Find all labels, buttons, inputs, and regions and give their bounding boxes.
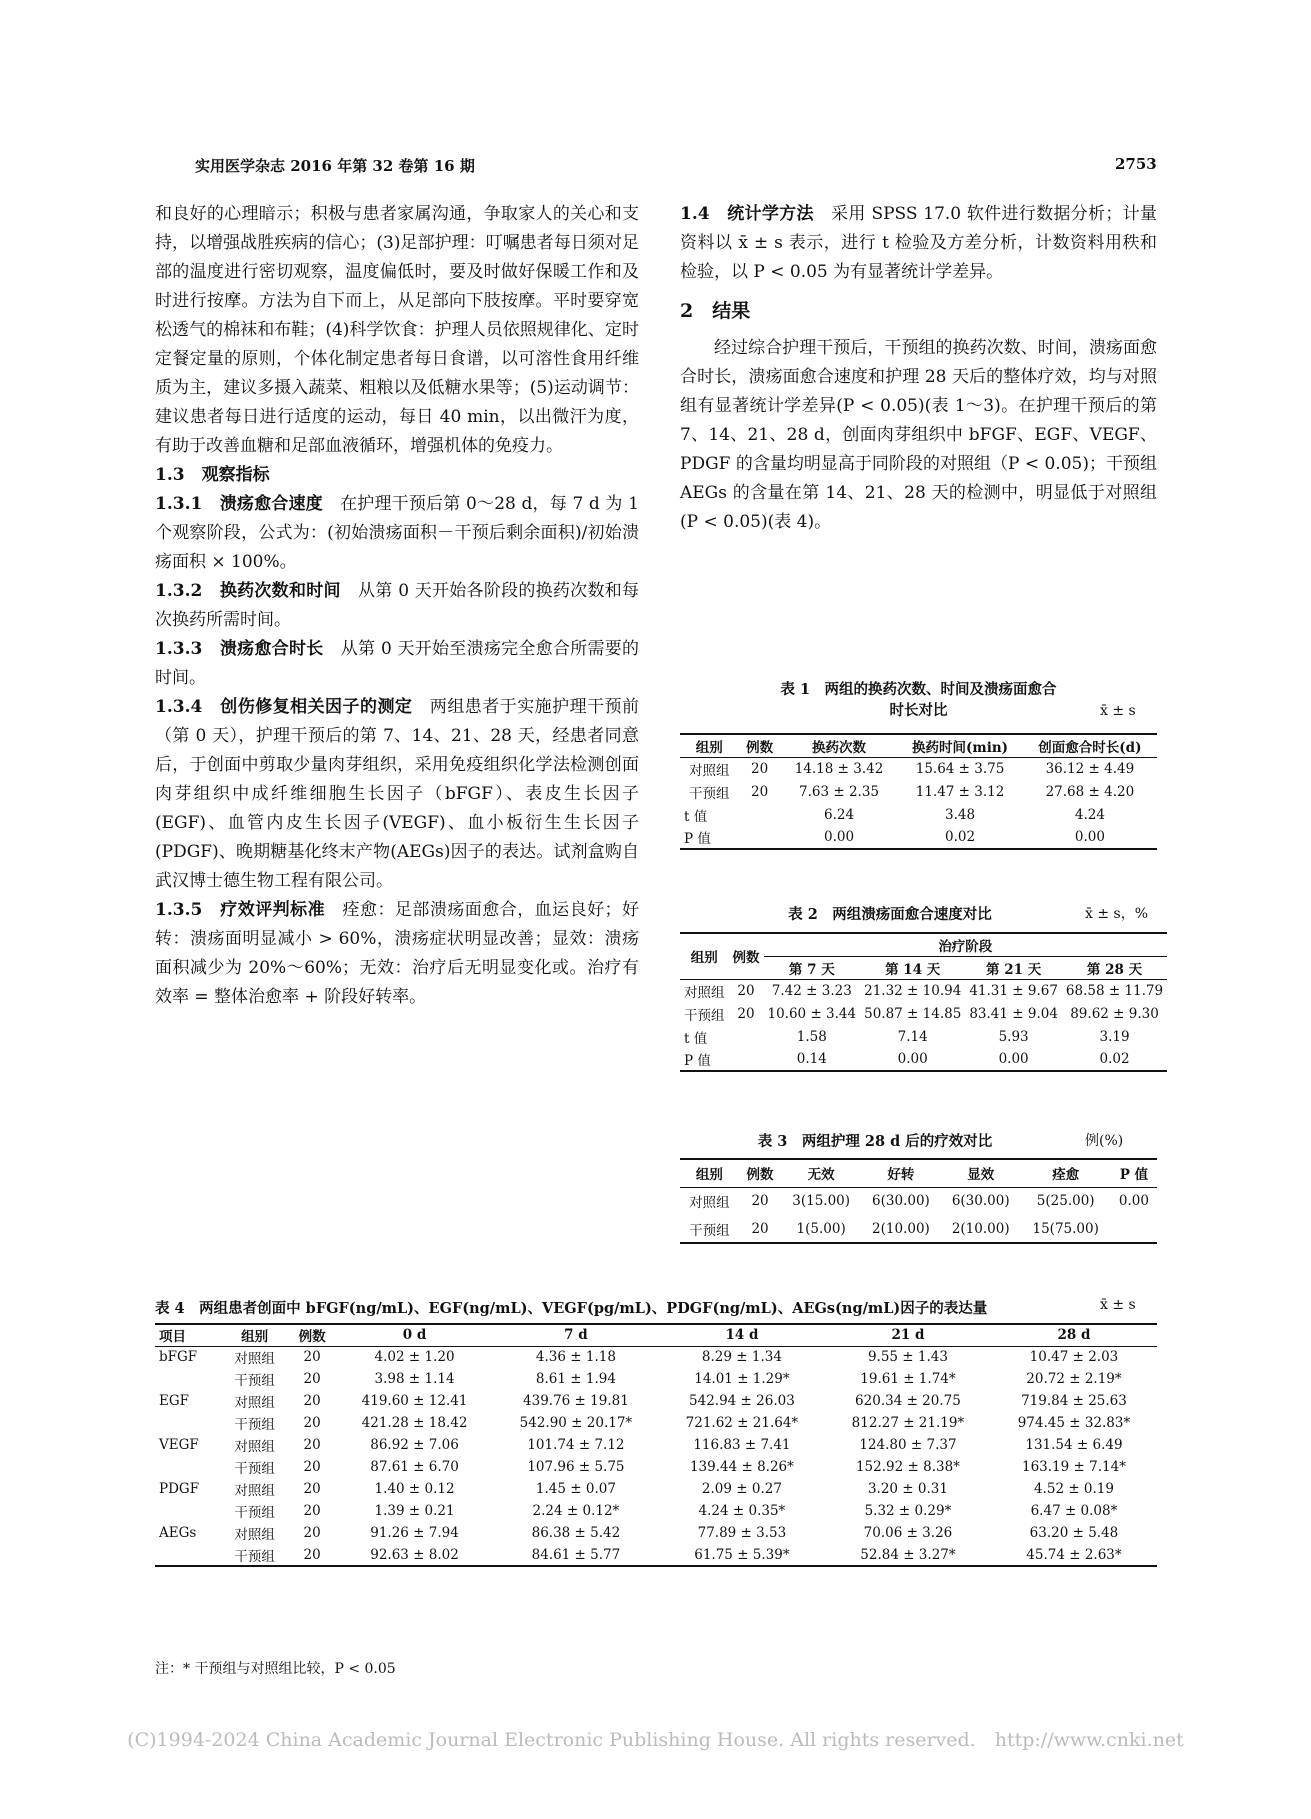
table1-cell: 4.24 [1074, 806, 1105, 823]
table4-cell: 干预组 [234, 1417, 275, 1433]
table1-cell: 15.64 ± 3.75 [915, 760, 1005, 777]
table4-cell: bFGF [159, 1349, 198, 1366]
table1-caption-line1: 表 1 两组的换药次数、时间及溃疡面愈合 [780, 681, 1057, 698]
table4-cell: 20 [303, 1393, 321, 1409]
right_column-section-heading: 2 结果 [680, 300, 751, 322]
table4-cell: 对照组 [234, 1395, 275, 1411]
table2-header-row [680, 933, 1167, 956]
table3-cell: 6(30.00) [872, 1193, 930, 1210]
table4-cell: 107.96 ± 5.75 [527, 1459, 625, 1475]
table4-cell: 4.24 ± 0.35* [698, 1503, 786, 1519]
table4-cell: 974.45 ± 32.83* [1017, 1415, 1131, 1431]
table3-cell: 2(10.00) [861, 1215, 941, 1243]
right_column-paragraph: 经过综合护理干预后，干预组的换药次数、时间，溃疡面愈合时长，溃疡面愈合速度和护理 28 天后的整体疗效，均与对照组有显著统计学差异(P < 0.05)(表 1～3)。在护理干预后的第 7、14、21、28 d，创面肉芽组织中 bFGF、EGF、VEGF、PDGF 的含量均明显高于同阶段的对照组（P < 0.05)；干预组 AEGs 的含量在第 14、21、28 天的检测中，明显低于对照组(P < 0.05)(表 4)。 [680, 338, 1157, 532]
table3-cell: 对照组 [689, 1195, 730, 1212]
table4-cell: 对照组 [234, 1351, 275, 1368]
table4-cell: 45.74 ± 2.63* [991, 1544, 1157, 1566]
table4-cell: 620.34 ± 20.75 [855, 1393, 961, 1409]
table4-cell: 4.52 ± 0.19 [1033, 1481, 1114, 1497]
table4-cell: 对照组 [234, 1439, 275, 1455]
table1-cell: P 值 [680, 826, 739, 849]
table4-row [155, 1522, 1157, 1544]
table4-cell: 5.32 ± 0.29* [864, 1503, 952, 1519]
table4-cell [155, 1368, 221, 1390]
table4-cell: 91.26 ± 7.94 [370, 1525, 459, 1541]
left_column-paragraph-text: 痊愈：足部溃疡面愈合，血运良好；好转：溃疡面明显减小 > 60%，溃疡症状明显改善；显效：溃疡面积减少为 20%～60%；无效：治疗后无明显变化或。治疗有效率 = 整体治愈率 + 阶段好转率。 [155, 900, 639, 1007]
left-column [155, 200, 639, 1012]
table4-cell: 77.89 ± 3.53 [697, 1525, 787, 1541]
table4-cell: 20 [303, 1415, 321, 1431]
table4-cell: 20 [303, 1503, 321, 1519]
table1-caption [680, 678, 1157, 720]
table4-cell: 721.62 ± 21.64* [685, 1415, 799, 1431]
table4-row [155, 1544, 1157, 1566]
table2-cell: 21.32 ± 10.94 [864, 982, 962, 999]
table1-cell: 对照组 [689, 762, 730, 779]
table4-cell: 139.44 ± 8.26* [689, 1459, 794, 1475]
table4-cell: 19.61 ± 1.74* [860, 1371, 956, 1387]
table2-cell: 7.14 [897, 1028, 928, 1045]
table3-cell: 20 [751, 1193, 769, 1210]
left_column-paragraph [155, 577, 639, 635]
table1-cell: 6.24 [823, 806, 855, 823]
table4-cell: VEGF [159, 1437, 199, 1453]
table2-cell: 89.62 ± 9.30 [1070, 1005, 1159, 1022]
table2-header-cell: 第 14 天 [860, 956, 965, 979]
table1-row [680, 780, 1157, 803]
left_column-subheading: 1.3.1 溃疡愈合速度 [155, 494, 323, 514]
table4-cell: 152.92 ± 8.38* [855, 1459, 960, 1475]
right-column [680, 200, 1157, 537]
table4-cell: 87.61 ± 6.70 [370, 1459, 459, 1475]
table4-cell [155, 1456, 221, 1478]
table4-cell: 20 [303, 1437, 321, 1453]
table4-cell: 124.80 ± 7.37 [859, 1437, 957, 1453]
table4-header-cell: 例数 [288, 1324, 336, 1346]
table4-header-cell: 项目 [155, 1324, 221, 1346]
table4-cell: 20 [288, 1544, 336, 1566]
left_column-subheading: 1.3.2 换药次数和时间 [155, 581, 341, 601]
left_column-paragraph [155, 896, 639, 1012]
table4-cell: AEGs [159, 1525, 197, 1541]
table4-cell: 对照组 [234, 1483, 275, 1499]
table4-cell: 3.20 ± 0.31 [867, 1481, 948, 1497]
table4-cell: 干预组 [221, 1544, 288, 1566]
table3-row [680, 1215, 1157, 1243]
right_column-paragraph-text: 采用 SPSS 17.0 软件进行数据分析；计量资料以 x̄ ± s 表示，进行 t 检验及方差分析，计数资料用秩和检验，以 P < 0.05 为有显著统计学差异。 [680, 204, 1158, 282]
table4-header-cell: 28 d [991, 1324, 1157, 1346]
table4-cell: 101.74 ± 7.12 [527, 1437, 625, 1453]
table3-header-cell: 好转 [861, 1159, 941, 1187]
table4-row [155, 1478, 1157, 1500]
left_column-paragraph-text: 和良好的心理暗示；积极与患者家属沟通，争取家人的关心和支持，以增强战胜疾病的信心；(3)足部护理：叮嘱患者每日须对足部的温度进行密切观察，温度偏低时，要及时做好保暖工作和及时进行按摩。方法为自下而上，从足部向下肢按摩。平时要穿宽松透气的棉袜和布鞋；(4)科学饮食：护理人员依照规律化、定时定餐定量的原则，个体化制定患者每日食谱，以可溶性食用纤维质为主，建议多摄入蔬菜、粗粮以及低糖水果等；(5)运动调节：建议患者每日进行适度的运动，每日 40 min，以出微汗为度，有助于改善血糖和足部血液循环，增强机体的免疫力。 [155, 204, 639, 456]
table3-row [680, 1187, 1157, 1215]
table4-cell: 86.38 ± 5.42 [531, 1525, 621, 1541]
table4-note: 注：* 干预组与对照组比较，P < 0.05 [155, 1661, 396, 1677]
table4-cell: 20.72 ± 2.19* [1026, 1371, 1122, 1387]
copyright-footer: (C)1994-2024 China Academic Journal Electronic Publishing House. All rights reserved. http://www.cnki.net [127, 1729, 1184, 1751]
table4-row [155, 1434, 1157, 1456]
table3-cell: 6(30.00) [951, 1193, 1010, 1210]
table4-caption: 表 4 两组患者创面中 bFGF(ng/mL)、EGF(ng/mL)、VEGF(pg/mL)、PDGF(ng/mL)、AEGs(ng/mL)因子的表达量 [155, 1300, 988, 1317]
table4-cell: 61.75 ± 5.39* [659, 1544, 825, 1566]
table4-row [155, 1390, 1157, 1412]
table2-cell: 0.00 [860, 1048, 965, 1071]
table2-cell: 对照组 [684, 984, 725, 1001]
table3-cell: 干预组 [680, 1215, 739, 1243]
table4-cell: 20 [303, 1371, 321, 1387]
table4-cell: 719.84 ± 25.63 [1021, 1393, 1127, 1409]
table4-cell: 8.29 ± 1.34 [701, 1349, 782, 1366]
table4-cell: 3.98 ± 1.14 [374, 1371, 455, 1387]
table2-header-cell: 例数 [729, 933, 764, 979]
table3-cell [1111, 1215, 1157, 1243]
table1-cell: 0.00 [781, 826, 898, 849]
table1-caption-line2: 时长对比 [889, 702, 948, 719]
table4-cell: 20 [303, 1481, 321, 1497]
table4-cell: 14.01 ± 1.29* [694, 1371, 790, 1387]
table4-cell: 52.84 ± 3.27* [825, 1544, 991, 1566]
table2-cell: 3.19 [1099, 1028, 1130, 1045]
table1-row [680, 826, 1157, 849]
table3-cell: 0.00 [1118, 1193, 1149, 1210]
table4-cell: 20 [303, 1459, 321, 1475]
table2-cell: 20 [737, 982, 755, 999]
table2-row [680, 979, 1167, 1002]
table4-header-cell: 14 d [659, 1324, 825, 1346]
table3-header-cell: 组别 [680, 1159, 739, 1187]
table1-cell: 0.00 [1023, 826, 1157, 849]
table2-cell: 5.93 [998, 1028, 1029, 1045]
table4-cell: 2.24 ± 0.12* [532, 1503, 620, 1519]
left_column-paragraph [155, 693, 639, 896]
table2-unit: x̄ ± s，% [1085, 906, 1149, 922]
table4-cell: 9.55 ± 1.43 [867, 1349, 948, 1366]
page-number: 2753 [1115, 155, 1157, 173]
table2-cell: t 值 [684, 1030, 708, 1047]
table4-cell [155, 1412, 221, 1434]
table4-cell [155, 1500, 221, 1522]
table1-cell: 20 [751, 760, 769, 777]
table1-cell [739, 826, 781, 849]
table1-cell: 14.18 ± 3.42 [794, 760, 884, 777]
table1-cell: 干预组 [689, 785, 730, 802]
table1-cell: 3.48 [945, 806, 976, 823]
table2-cell: 0.00 [965, 1048, 1062, 1071]
table4-cell: 4.02 ± 1.20 [374, 1349, 455, 1366]
table1-row [680, 757, 1157, 780]
table1 [680, 733, 1157, 850]
left_column-paragraph-text: 在护理干预后第 0～28 d，每 7 d 为 1 个观察阶段，公式为：(初始溃疡面积－干预后剩余面积)/初始溃疡面积 × 100%。 [155, 494, 639, 572]
table3-cell: 3(15.00) [792, 1193, 851, 1210]
table4-cell: 1.40 ± 0.12 [374, 1481, 455, 1497]
table4-row [155, 1346, 1157, 1368]
table4-unit: x̄ ± s [1100, 1297, 1136, 1313]
table1-header-cell: 例数 [739, 734, 781, 757]
table3-header-cell: P 值 [1111, 1159, 1157, 1187]
table4-header-cell: 21 d [825, 1324, 991, 1346]
table3-cell: 5(25.00) [1036, 1193, 1095, 1210]
table4-cell: 70.06 ± 3.26 [863, 1525, 953, 1541]
table2-header-cell: 第 7 天 [764, 956, 861, 979]
table2-cell: 20 [737, 1005, 755, 1022]
table4-cell: 1.39 ± 0.21 [374, 1503, 455, 1519]
table4-cell: 63.20 ± 5.48 [1029, 1525, 1119, 1541]
table4-cell: 542.94 ± 26.03 [689, 1393, 795, 1409]
table2-cell: 0.02 [1062, 1048, 1167, 1071]
table4-cell: 84.61 ± 5.77 [493, 1544, 659, 1566]
table4-cell: 1.45 ± 0.07 [535, 1481, 616, 1497]
table2-cell: 7.42 ± 3.23 [771, 982, 852, 999]
table1-cell: t 值 [684, 808, 708, 825]
table4-cell: 92.63 ± 8.02 [336, 1544, 493, 1566]
table2-cell: 50.87 ± 14.85 [864, 1005, 962, 1022]
left_column-subheading: 1.3.4 创伤修复相关因子的测定 [155, 697, 413, 717]
table4-row [155, 1368, 1157, 1390]
table4-cell [155, 1544, 221, 1566]
table4-cell: 86.92 ± 7.06 [370, 1437, 459, 1453]
table4-cell: 116.83 ± 7.41 [693, 1437, 791, 1453]
left_column-paragraph-text: 从第 0 天开始各阶段的换药次数和每次换药所需时间。 [155, 581, 639, 630]
right_column-subheading: 1.4 统计学方法 [680, 204, 814, 224]
table4-header-cell: 组别 [221, 1324, 288, 1346]
table2-header-cell: 第 28 天 [1062, 956, 1167, 979]
table4-cell: 812.27 ± 21.19* [851, 1415, 965, 1431]
table4-cell: 10.47 ± 2.03 [1029, 1349, 1119, 1366]
table4-row [155, 1412, 1157, 1434]
table3-header-row [680, 1159, 1157, 1187]
table3-unit: 例(%) [1085, 1133, 1124, 1149]
table1-cell: 27.68 ± 4.20 [1045, 783, 1135, 800]
table1-cell [739, 803, 781, 826]
left_column-heading: 1.3 观察指标 [155, 465, 270, 485]
table1-header-cell: 创面愈合时长(d) [1023, 734, 1157, 757]
table4-cell: 421.28 ± 18.42 [361, 1415, 468, 1431]
journal-header: 实用医学杂志 2016 年第 32 卷第 16 期 [195, 157, 475, 175]
table4-cell: 干预组 [234, 1461, 275, 1477]
table1-cell: 0.02 [897, 826, 1022, 849]
right_column-paragraph [680, 200, 1157, 287]
table3-cell: 2(10.00) [941, 1215, 1021, 1243]
table2-cell: 41.31 ± 9.67 [969, 982, 1058, 999]
table3-header-cell: 痊愈 [1021, 1159, 1111, 1187]
table2-row [680, 1025, 1167, 1048]
table1-cell: 7.63 ± 2.35 [799, 783, 880, 800]
table1-header-cell: 换药次数 [781, 734, 898, 757]
table4-row [155, 1500, 1157, 1522]
table4-cell: 131.54 ± 6.49 [1025, 1437, 1123, 1453]
table4-cell: 419.60 ± 12.41 [361, 1393, 468, 1409]
table2-cell: 83.41 ± 9.04 [969, 1005, 1058, 1022]
table1-header-row [680, 734, 1157, 757]
table1-cell: 36.12 ± 4.49 [1045, 760, 1135, 777]
table4-row [155, 1456, 1157, 1478]
table2-row [680, 1048, 1167, 1071]
table4-cell: 6.47 ± 0.08* [1030, 1503, 1118, 1519]
table3-header-cell: 无效 [781, 1159, 861, 1187]
table4-header-cell: 0 d [336, 1324, 493, 1346]
left_column-paragraph [155, 490, 639, 577]
table4-cell: 4.36 ± 1.18 [535, 1349, 616, 1366]
table1-unit: x̄ ± s [1100, 703, 1136, 719]
table3-header-cell: 例数 [739, 1159, 781, 1187]
left_column-subheading: 1.3.3 溃疡愈合时长 [155, 639, 324, 659]
table4-cell: 542.90 ± 20.17* [519, 1415, 633, 1431]
table1-header-cell: 换药时间(min) [897, 734, 1022, 757]
left_column-subheading: 1.3.5 疗效评判标准 [155, 900, 326, 920]
table2-cell: 0.14 [764, 1048, 861, 1071]
table4-cell: 干预组 [234, 1373, 275, 1389]
table4-cell: 163.19 ± 7.14* [1022, 1459, 1126, 1475]
table1-cell: 20 [751, 783, 769, 800]
table3-cell: 15(75.00) [1021, 1215, 1111, 1243]
table2-cell: 干预组 [684, 1007, 725, 1024]
left_column-paragraph [155, 200, 639, 461]
table1-cell: 11.47 ± 3.12 [915, 783, 1005, 800]
table4-cell: EGF [159, 1393, 190, 1409]
table4 [155, 1323, 1157, 1567]
table4-cell: 8.61 ± 1.94 [535, 1371, 616, 1387]
table2-cell: 68.58 ± 11.79 [1065, 982, 1164, 999]
table4-header-row [155, 1324, 1157, 1346]
table3-header-cell: 显效 [941, 1159, 1021, 1187]
table4-cell: PDGF [159, 1481, 200, 1497]
table4-cell: 2.09 ± 0.27 [701, 1481, 782, 1497]
table1-row [680, 803, 1157, 826]
table2-caption: 表 2 两组溃疡面愈合速度对比 [788, 906, 992, 923]
table2-cell [729, 1048, 764, 1071]
table2-row [680, 1002, 1167, 1025]
table2-cell: 1.58 [796, 1028, 827, 1045]
left_column-paragraph-text: 从第 0 天开始至溃疡完全愈合所需要的时间。 [155, 639, 640, 688]
table3 [680, 1158, 1157, 1244]
table4-header-cell: 7 d [493, 1324, 659, 1346]
table4-cell: 20 [303, 1349, 321, 1366]
table4-cell: 20 [303, 1525, 321, 1541]
table2-cell: 10.60 ± 3.44 [767, 1005, 857, 1022]
table2-cell: P 值 [680, 1048, 729, 1071]
table1-header-cell: 组别 [680, 734, 739, 757]
left_column-paragraph-text: 两组患者于实施护理干预前（第 0 天），护理干预后的第 7、14、21、28 天，经患者同意后，于创面中剪取少量肉芽组织，采用免疫组织化学法检测创面肉芽组织中成纤维细胞生长因子（bFGF）、表皮生长因子(EGF)、血管内皮生长因子(VEGF)、血小板衍生生长因子(PDGF)、晚期糖基化终末产物(AEGs)因子的表达。试剂盒购自武汉博士德生物工程有限公司。 [155, 697, 640, 891]
table3-caption: 表 3 两组护理 28 d 后的疗效对比 [757, 1133, 993, 1150]
table4-cell: 对照组 [234, 1527, 275, 1543]
table4-cell: 干预组 [234, 1505, 275, 1521]
table3-cell: 1(5.00) [781, 1215, 861, 1243]
table2-header-cell: 第 21 天 [965, 956, 1062, 979]
table2-cell [729, 1025, 764, 1048]
table3-cell: 20 [739, 1215, 781, 1243]
table2 [680, 932, 1167, 1072]
table2-header-cell: 组别 [680, 933, 729, 979]
table4-cell: 439.76 ± 19.81 [523, 1393, 629, 1409]
left_column-paragraph [155, 635, 639, 693]
table2-header-cell: 治疗阶段 [764, 933, 1168, 956]
